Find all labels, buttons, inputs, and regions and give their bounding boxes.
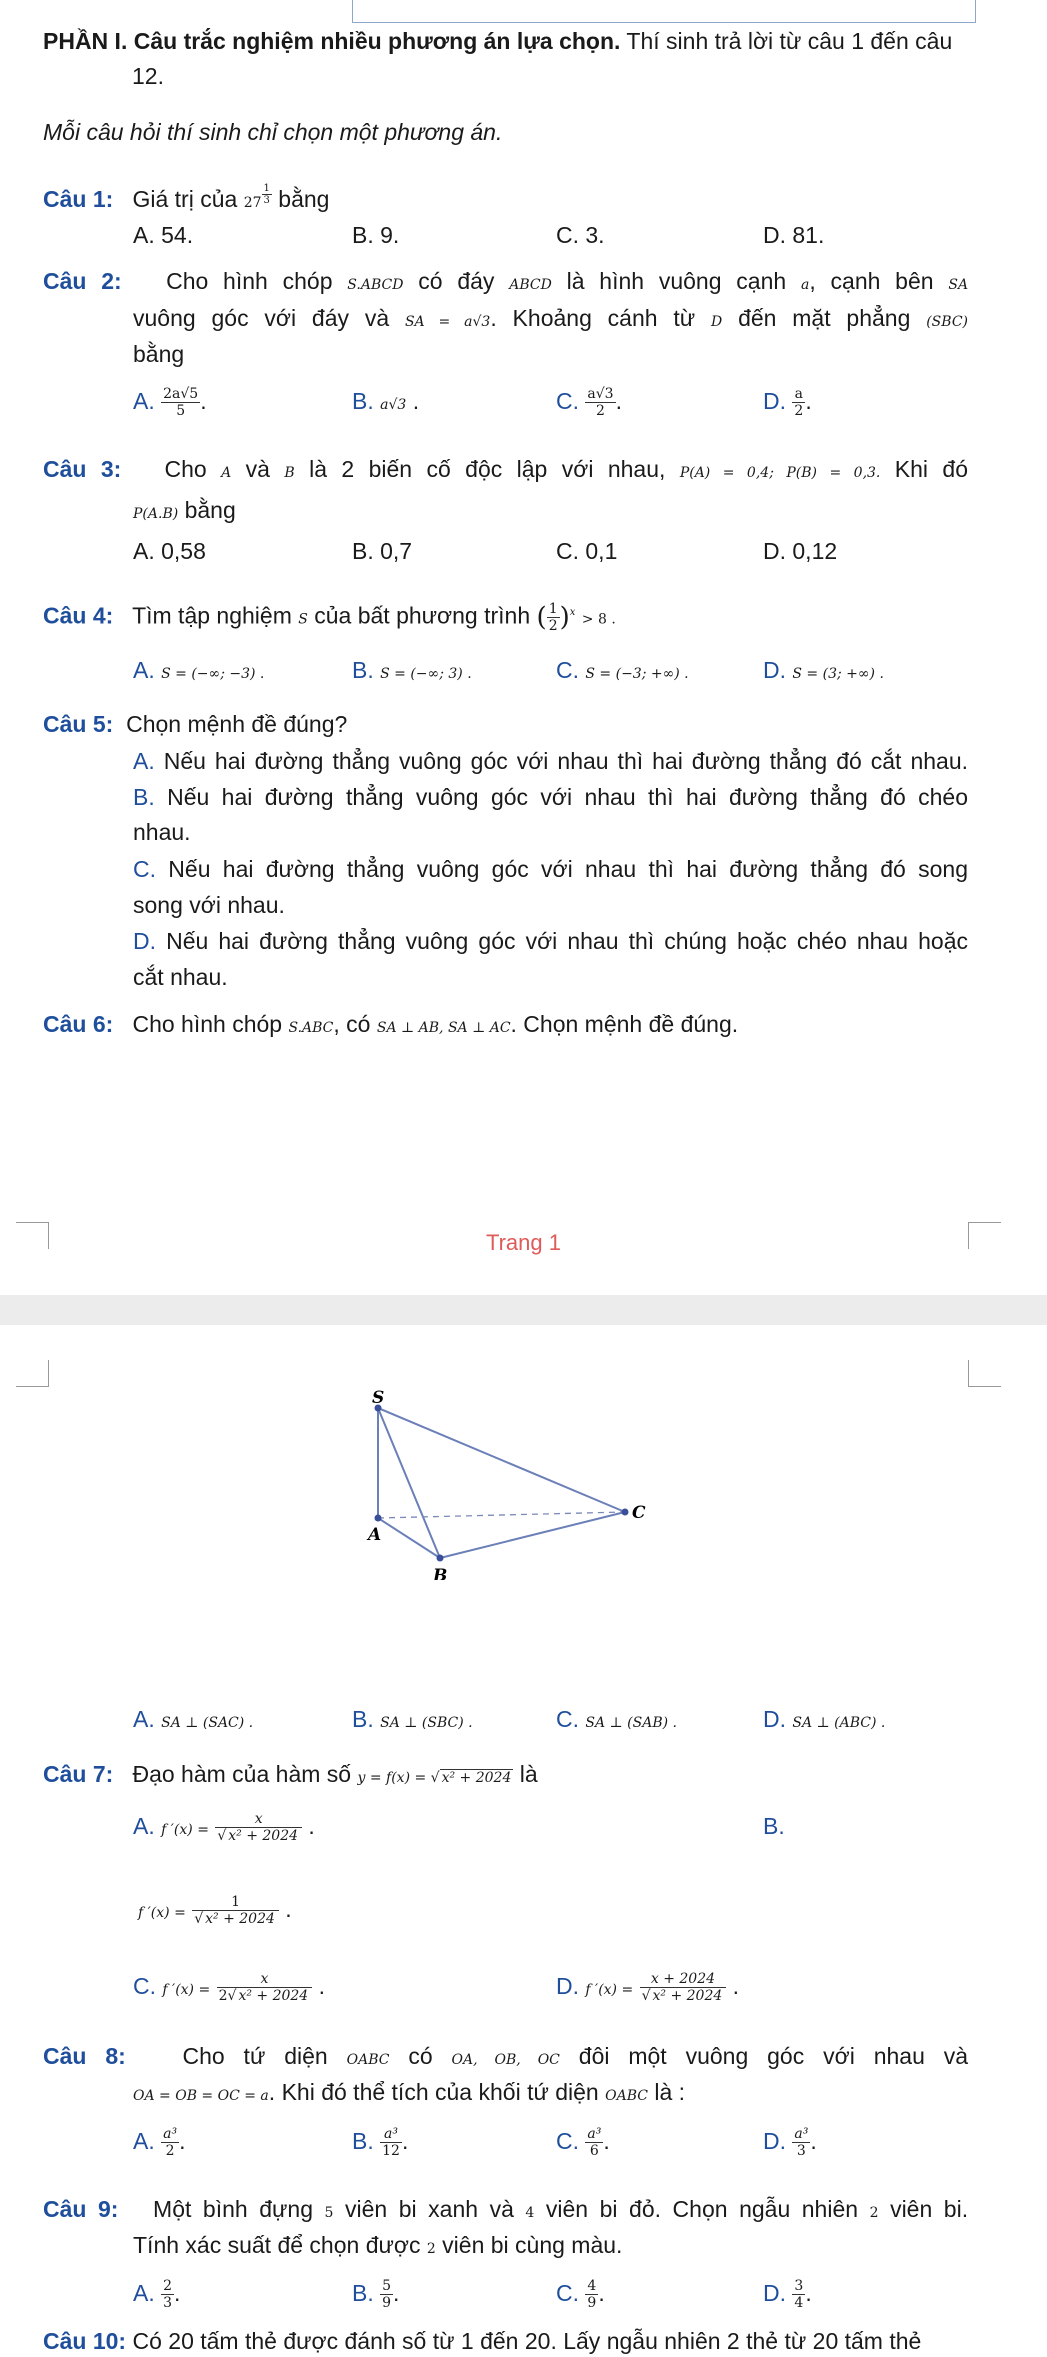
label-s: S <box>372 1390 385 1408</box>
page-separator <box>0 1295 1047 1325</box>
edge-ac-hidden <box>378 1512 625 1518</box>
option-d[interactable]: D. $\frac{\text{a³}}{3}$ . <box>763 2126 817 2160</box>
option-d[interactable]: D. $\frac{a}{2}$ . <box>763 386 812 420</box>
vertex-b <box>437 1555 444 1562</box>
question-2-line-3: bằng <box>133 341 185 367</box>
question-2-line-2: vuông góc với đáy và SA = a√3. Khoảng cánh từ D đến mặt phẳng (SBC) <box>133 305 968 331</box>
option-b[interactable]: B. 0,7 <box>352 538 413 564</box>
option-c[interactable]: C. 0,1 <box>556 538 618 564</box>
part-title: PHẦN I. Câu trắc nghiệm nhiều phương án lựa chọn. <box>43 28 621 54</box>
option-a[interactable]: A. Nếu hai đường thẳng vuông góc với nhau thì hai đường thẳng đó cắt nhau. <box>133 748 968 774</box>
question-10: Câu 10: Có 20 tấm thẻ được đánh số từ 1 đến 20. Lấy ngẫu nhiên 2 thẻ từ 20 tấm thẻ <box>43 2328 922 2354</box>
option-a[interactable]: A. 54. <box>133 222 194 248</box>
option-a[interactable]: A. $\frac{2}{3}$ . <box>133 2278 181 2312</box>
option-d[interactable]: D. S = (3; +∞) . <box>763 657 884 683</box>
option-c[interactable]: C. $\frac{4}{9}$ . <box>556 2278 605 2312</box>
option-b[interactable]: B. 9. <box>352 222 400 248</box>
option-a[interactable]: A. SA ⊥ (SAC) . <box>133 1706 254 1732</box>
edge-bc <box>440 1512 625 1558</box>
option-c[interactable]: C. 3. <box>556 222 605 248</box>
option-a[interactable]: A. S = (−∞; −3) . <box>133 657 265 683</box>
option-a[interactable]: A. $\frac{2a√5}{5}$ . <box>133 386 207 420</box>
option-b[interactable]: B. $\frac{\text{a³}}{12}$ . <box>352 2126 409 2160</box>
option-a[interactable]: A. f ′(x) = $\frac{x}{\text{√ x² + 2024}}$ . <box>133 1811 315 1845</box>
option-c[interactable]: C. SA ⊥ (SAB) . <box>556 1706 677 1732</box>
option-c[interactable]: C. S = (−3; +∞) . <box>556 657 689 683</box>
part-note: Mỗi câu hỏi thí sinh chỉ chọn một phương án. <box>43 119 503 145</box>
part-title-line <box>43 25 983 57</box>
question-9: Câu 9: Một bình đựng 5 viên bi xanh và 4 viên bi đỏ. Chọn ngẫu nhiên 2 viên bi. <box>43 2196 969 2222</box>
option-c[interactable]: C. $\frac{\text{a³}}{6}$ . <box>556 2126 610 2160</box>
question-1 <box>43 183 983 219</box>
option-c[interactable]: C. Nếu hai đường thẳng vuông góc với nhau thì hai đường thẳng đó song <box>133 856 969 882</box>
page-number: Trang 1 <box>485 1230 561 1255</box>
page-corner-mark <box>968 1360 1001 1387</box>
option-d[interactable]: D. 0,12 <box>763 538 838 564</box>
question-3: Câu 3: Cho A và B là 2 biến cố độc lập với nhau, P(A) = 0,4; P(B) = 0,3. Khi đó <box>43 456 969 482</box>
label-a: A <box>368 1525 382 1545</box>
option-b[interactable]: B. SA ⊥ (SBC) . <box>352 1706 473 1732</box>
option-b[interactable]: B. S = (−∞; 3) . <box>352 657 472 683</box>
question-6: Câu 6: Cho hình chóp S.ABC, có SA ⊥ AB, SA ⊥ AC. Chọn mệnh đề đúng. <box>43 1011 739 1037</box>
vertex-a <box>375 1515 382 1522</box>
question-2: Câu 2: Cho hình chóp S.ABCD có đáy ABCD là hình vuông cạnh a, cạnh bên SA <box>43 268 969 294</box>
question-label: Câu 1: <box>43 186 114 212</box>
question-7: Câu 7: Đạo hàm của hàm số y = f(x) = √ x² + 2024 là <box>43 1761 538 1787</box>
vertex-c <box>622 1509 629 1516</box>
header-box <box>352 0 976 23</box>
option-d[interactable]: D. f ′(x) = $\frac{x + 2024}{\text{√ x² + 2024}}$ . <box>556 1971 740 2005</box>
label-c: C <box>632 1503 646 1523</box>
question-5: Câu 5: Chọn mệnh đề đúng? <box>43 711 348 737</box>
option-d-cont: cắt nhau. <box>133 964 228 990</box>
part-instruction: Thí sinh trả lời từ câu 1 đến câu <box>626 28 953 54</box>
option-d[interactable]: D. 81. <box>763 222 825 248</box>
pyramid-figure <box>340 1390 680 1580</box>
label-b: B <box>433 1566 448 1580</box>
question-8: Câu 8: Cho tứ diện OABC có OA, OB, OC đôi một vuông góc với nhau và <box>43 2043 969 2069</box>
option-d[interactable]: D. SA ⊥ (ABC) . <box>763 1706 886 1732</box>
option-c-cont: song với nhau. <box>133 892 285 918</box>
option-c[interactable]: C. f ′(x) = $\frac{x}{\text{2√ x² + 2024}}$ . <box>133 1971 325 2005</box>
option-d[interactable]: D. $\frac{3}{4}$ . <box>763 2278 812 2312</box>
option-b[interactable]: B. $\frac{5}{9}$ . <box>352 2278 400 2312</box>
question-stem: Giá trị của <box>132 186 238 212</box>
option-a[interactable]: A. $\frac{\text{a³}}{2}$ . <box>133 2126 186 2160</box>
question-label: Câu 2: <box>43 268 122 294</box>
option-a[interactable]: A. 0,58 <box>133 538 206 564</box>
question-3-line-2: P(A.B) bằng <box>133 497 236 523</box>
option-b-expr: f ′(x) = $\frac{1}{\text{√ x² + 2024}}$ . <box>138 1894 292 1928</box>
question-4: Câu 4: Tìm tập nghiệm S của bất phương trình ( $\frac{1}{2}$ )$^x$ > 8 . <box>43 601 616 635</box>
math-expr: 27 $^{\frac{1}{3}}$ <box>243 183 270 211</box>
option-d[interactable]: D. Nếu hai đường thẳng vuông góc với nhau thì chúng hoặc chéo nhau hoặc <box>133 928 968 954</box>
part-instruction-end: 12. <box>132 63 164 89</box>
option-b[interactable]: B. <box>763 1813 785 1839</box>
option-b[interactable]: B. Nếu hai đường thẳng vuông góc với nhau thì hai đường thẳng đó chéo <box>133 784 968 810</box>
question-9-line-2: Tính xác suất để chọn được 2 viên bi cùng màu. <box>133 2232 623 2258</box>
option-b-cont: nhau. <box>133 819 191 845</box>
option-c[interactable]: C. $\frac{a√3}{2}$ . <box>556 386 622 420</box>
option-b[interactable]: B. a√3 . <box>352 388 420 414</box>
page-corner-mark <box>16 1360 49 1387</box>
question-tail: bằng <box>278 186 330 212</box>
question-8-line-2: OA = OB = OC = a. Khi đó thể tích của khối tứ diện OABC là : <box>133 2079 686 2105</box>
page-2 <box>0 1325 1047 2357</box>
